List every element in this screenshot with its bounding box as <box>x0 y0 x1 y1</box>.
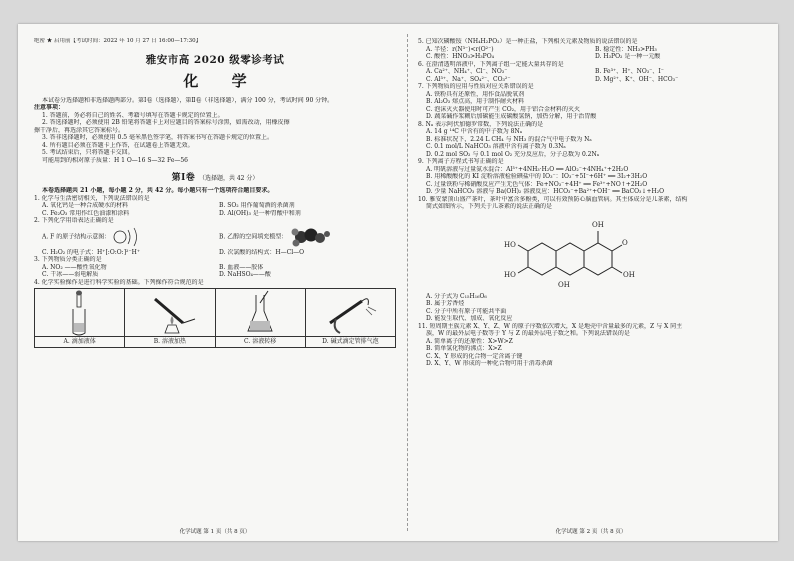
subject-title: 化 学 <box>183 71 261 90</box>
option-d: D. 0.2 mol SO₂ 与 0.1 mol O₂ 充分反应后，分子总数为 0.2Nₐ <box>426 150 600 158</box>
question-1-stem: 1. 化学与生活密切相关，下列说法错误的是 <box>34 194 150 202</box>
lab-caption-d: D. 碱式滴定管排气泡 <box>306 336 395 347</box>
question-11-stem: 11. 短周期主族元素 X、Y、Z、W 的原子序数依次增大，X 是地壳中含量最多的元素，Z 与 X 同主 <box>418 322 683 330</box>
heating-tube-drawing <box>125 289 215 337</box>
option-a: A. 半径：r(N³⁻)<r(O²⁻) <box>426 45 494 53</box>
page-2-footer: 化学试题 第 2 页（共 8 页） <box>555 529 627 535</box>
question-3-options <box>34 264 396 272</box>
option-c: C. 干冰——弱电解质 <box>42 271 99 278</box>
option-d: D. NaHSO₄——酸 <box>219 271 271 278</box>
question-10-stem: 10. 雅安蒙顶山盛产茶叶，茶叶中富含多酚类，可以有效预防心脑血管病。其主体成分是儿茶素，结构 <box>418 195 688 203</box>
option-b: B. 血液——胶体 <box>219 263 264 271</box>
svg-text:OH: OH <box>592 220 604 229</box>
page-1 <box>34 38 396 535</box>
option-d: D. Mg²⁺、K⁺、OH⁻、HCO₃⁻ <box>595 75 679 83</box>
svg-text:O: O <box>622 238 628 247</box>
question-3-stem: 3. 下列物质分类正确的是 <box>34 256 102 263</box>
option-a: A. 14 g ¹⁴C 中含有的中子数为 8Nₐ <box>426 128 523 135</box>
option-a: A. 铁粉具有还原性，用作食品脱氧剂 <box>426 90 525 98</box>
svg-text:HO: HO <box>504 240 516 249</box>
option-b: B. Al₂O₃ 熔点高，用于制作耐火材料 <box>426 98 525 105</box>
page-divider <box>407 34 408 531</box>
option-c: C. 0.1 mol/L NaHCO₃ 溶液中含有离子数为 0.3Nₐ <box>426 143 566 150</box>
question-8-stem: 8. Nₐ 表示阿伏加德罗常数，下列说法正确的是 <box>418 120 544 128</box>
burette-drawing <box>306 289 396 337</box>
option-c: C. 分子中所有原子可能共平面 <box>426 307 507 315</box>
section-subtitle: （选择题，共 42 分） <box>198 175 259 182</box>
notice-heading: 注意事项： <box>34 104 65 111</box>
option-b: B. SO₂ 用作葡萄酒的杀菌剂 <box>219 202 295 209</box>
page-1-footer: 化学试题 第 1 页（共 8 页） <box>179 529 251 535</box>
option-b <box>219 226 396 248</box>
section-heading <box>34 170 396 183</box>
lab-cell-c <box>215 289 305 347</box>
notice-item: 2. 答选择题时，必须使用 2B 铅笔将答题卡上对应题目的答案标号涂黑，如需改动，用橡皮擦 <box>42 119 290 126</box>
lab-caption-c: C. 溶液转移 <box>216 336 305 347</box>
exam-title: 雅安市高 2020 级零诊考试 <box>145 53 285 66</box>
option-d: D. 次氯酸的结构式：H—Cl—O <box>219 248 305 256</box>
option-c: C. X、Y 形成的化合物一定含离子键 <box>426 352 523 360</box>
option-c: C. H₂O₂ 的电子式：H⁺[:O:O:]²⁻H⁺ <box>42 248 141 256</box>
option-d: D. 蔬菜碱作浆糊后加碳能生成碳酸氢钠，加热分解，用于治胃酸 <box>426 113 597 120</box>
option-b-text: B. 乙醇的空间填充模型： <box>219 233 288 240</box>
question-11-stem-cont: 族，W 的最外层电子数等于 Y 与 Z 的最外层电子数之和。下列说法错误的是 <box>426 330 630 337</box>
question-3-options-2 <box>34 271 396 279</box>
question-5-options-2 <box>418 53 764 61</box>
lab-operations-table <box>34 288 396 348</box>
question-5-stem: 5. 已知次磷酸铵（NH₄H₂PO₂）是一种正盐，下列相关元素及物质的说法错误的是 <box>418 38 638 45</box>
notice-item: 3. 答非选择题时，必须使用 0.5 毫米黑色签字笔，将答案书写在答题卡规定的位置上。 <box>42 134 273 141</box>
option-d: D. Al(OH)₃ 是一种胃酸中和剂 <box>219 209 301 217</box>
lab-caption-a: A. 滴加液体 <box>35 336 124 347</box>
svg-text:OH: OH <box>558 280 570 289</box>
option-a: A. Ca²⁺、NH₄⁺、Cl⁻、NO₃⁻ <box>426 68 508 75</box>
svg-text:OH: OH <box>623 270 635 279</box>
lab-cell-d <box>305 289 395 347</box>
option-d: D. 少量 NaHCO₃ 溶液与 Ba(OH)₂ 溶液反应：HCO₃⁻+Ba²⁺+OH⁻ ══ BaCO₃↓+H₂O <box>426 188 665 195</box>
option-c: C. 酸性：HNO₃>H₃PO₄ <box>426 53 495 60</box>
option-c: C. 泡沫灭火器使用时可产生 CO₂，用于铝合金材料的灭火 <box>426 105 581 113</box>
option-a-text: A. F 的原子结构示意图： <box>42 233 111 240</box>
intro-text: 本试卷分选择题和非选择题两部分。第Ⅰ卷（选择题），第Ⅱ卷（非选择题），满分 100 分，考试时间 90 分钟。 <box>42 96 334 104</box>
atomic-mass-note: 可能用到的相对原子质量：H 1 O—16 S—32 Fe—56 <box>42 156 188 164</box>
option-b: B. Fe³⁺、H⁺、NO₃⁻、I⁻ <box>595 68 664 75</box>
catechin-structure <box>418 211 764 293</box>
svg-text:HO: HO <box>504 270 516 279</box>
exam-sheet <box>18 24 778 541</box>
option-d: D. 能发生取代、加成、氧化反应 <box>426 315 513 322</box>
notice-item: 擦干净后，再选涂其它答案标号。 <box>34 126 125 134</box>
flask-transfer-drawing <box>216 289 306 337</box>
option-b: B. 标准状况下，2.24 L CH₄ 与 NH₃ 的混合气中电子数为 Nₐ <box>426 135 592 143</box>
atomic-structure-diagram <box>112 226 146 248</box>
option-a: A. NO₂ ——酸性氧化物 <box>42 263 107 271</box>
notice-item: 4. 所有题目必须在答题卡上作答，在试题卷上答题无效。 <box>42 141 194 149</box>
option-b: B. 稳定性：NH₃>PH₃ <box>595 45 657 53</box>
question-2-options-2 <box>34 249 396 257</box>
question-7-stem: 7. 下列物质的应用与性质对应关系错误的是 <box>418 83 534 90</box>
notice-item: 5. 考试结束后，只将答题卡交回。 <box>42 149 134 156</box>
option-b: B. 用稀酸酸化的 KI 淀粉溶液检验碘盐中的 IO₃⁻：IO₃⁻+5I⁻+6H⁺ ══ 3I₂+3H₂O <box>426 173 648 180</box>
page-2 <box>418 38 764 535</box>
question-2-figures <box>34 225 396 249</box>
question-6-stem: 6. 在澄清透明溶液中，下列离子组一定能大量共存的是 <box>418 60 564 68</box>
option-c: C. 过量铁粉与稀硝酸反应产生无色气体：Fe+NO₃⁻+4H⁺ ══ Fe³⁺+NO↑+2H₂O <box>426 180 648 188</box>
option-b: B. 属于芳香烃 <box>426 300 465 307</box>
question-6-options-2 <box>418 76 764 84</box>
option-a: A. 分子式为 C₁₅H₁₆O₆ <box>426 292 487 300</box>
option-a <box>34 226 219 248</box>
lab-cell-a <box>35 289 124 347</box>
dropper-tube-drawing <box>35 289 125 337</box>
question-4-stem: 4. 化学实验操作是进行科学实验的基础。下列操作符合规范的是 <box>34 278 204 286</box>
catechin-structure-drawing <box>498 211 668 293</box>
question-2-stem: 2. 下列化学用语表达正确的是 <box>34 217 114 224</box>
question-5-options <box>418 46 764 54</box>
question-9-stem: 9. 下列离子方程式书写正确的是 <box>418 158 504 165</box>
option-b: B. 简单氢化物的沸点：X>Z <box>426 345 502 352</box>
option-c: C. Fe₂O₃ 常用作红色油漆和涂料 <box>42 209 130 217</box>
question-1-options-2 <box>34 210 396 218</box>
option-a: A. 简单离子的还原性：X>W>Z <box>426 337 513 345</box>
option-d: D. H₃PO₂ 是一种一元酸 <box>595 53 661 60</box>
option-c: C. Al³⁺、Na⁺、SO₄²⁻、CO₃²⁻ <box>426 75 511 83</box>
question-1-options <box>34 202 396 210</box>
ethanol-model-diagram <box>289 226 333 248</box>
lab-caption-b: B. 溶液加热 <box>125 336 214 347</box>
confidential-note: 绝密 ★ 启用前【考试时间：2022 年 10 月 27 日 16:00—17:30】 <box>34 38 202 44</box>
lab-cell-b <box>124 289 214 347</box>
section-instructions: 本卷选择题共 21 小题，每小题 2 分，共 42 分。每小题只有一个选项符合题目要求。 <box>42 187 274 194</box>
option-a: A. 氧化钙是一种合成硬水的材料 <box>42 202 129 209</box>
notice-item: 1. 答题前，务必将自己的姓名、考籍号填写在答题卡规定的位置上。 <box>42 111 224 119</box>
section-title: 第Ⅰ卷 <box>171 173 196 183</box>
question-10-stem-cont: 简式如图所示，下列关于儿茶素的说法正确的是 <box>426 203 553 210</box>
option-a: A. 明矾溶液与过量氨水混合：Al³⁺+4NH₃·H₂O ══ AlO₂⁻+4NH₄⁺+2H₂O <box>426 165 629 173</box>
question-6-options <box>418 68 764 76</box>
option-d: D. X、Y、W 形成的一种化合物可用于消毒杀菌 <box>426 360 553 367</box>
